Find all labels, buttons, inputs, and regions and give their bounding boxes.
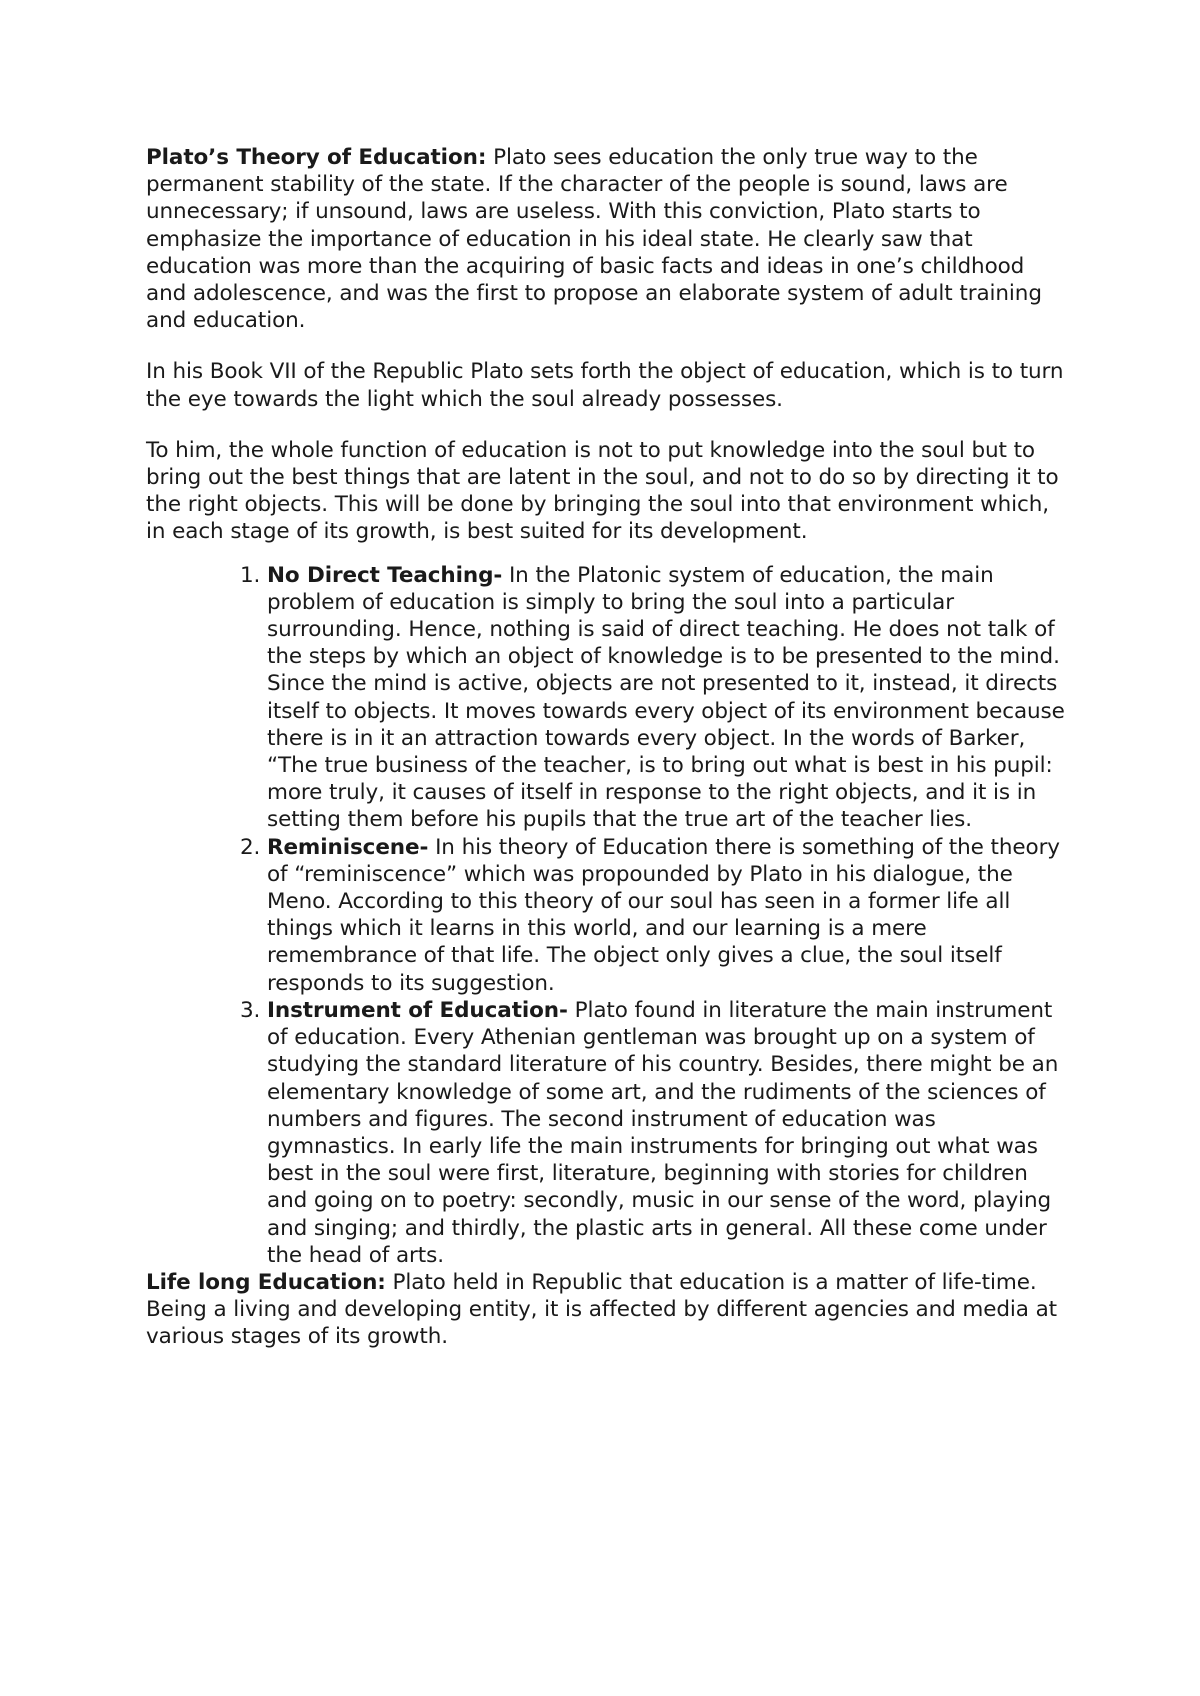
lifelong-paragraph xyxy=(146,1269,1066,1351)
list-item-heading: Reminiscene- xyxy=(267,834,429,860)
intro-heading: Plato’s Theory of Education: xyxy=(146,145,487,170)
list-item-heading: Instrument of Education- xyxy=(267,997,568,1023)
republic-paragraph: In his Book VII of the Republic Plato sets forth the object of education, which is to turn the eye towards the light which the soul already possesses. xyxy=(146,359,1064,412)
list-item-text: Plato found in literature the main instrument of education. Every Athenian gentleman was brought up on a system of studying the standard literature of his country. Besides, there might be an elementary knowledge of some art, and the rudiments of the sciences of numbers and figures. The second instrument of education was gymnastics. In early life the main instruments for bringing out what was best in the soul were first, literature, beginning with stories for children and going on to poetry: secondly, music in our sense of the word, playing and singing; and thirdly, the plastic arts in general. All these come under the head of arts. xyxy=(267,997,1059,1268)
function-paragraph: To him, the whole function of education is not to put knowledge into the soul but to bring out the best things that are latent in the soul, and not to do so by directing it to the right objects. This will be done by bringing the soul into that environment which, in each stage of its growth, is best suited for its development. xyxy=(146,437,1059,545)
lifelong-heading: Life long Education: xyxy=(146,1269,386,1295)
list-item-instrument-of-education xyxy=(267,997,1066,1269)
list-item-no-direct-teaching xyxy=(267,562,1066,834)
list-item-text: In his theory of Education there is something of the theory of “reminiscence” which was propounded by Plato in his dialogue, the Meno. According to this theory of our soul has seen in a former life all things which it learns in this world, and our learning is a mere remembrance of that life. The object only gives a clue, the soul itself responds to its suggestion. xyxy=(267,834,1060,996)
lifelong-text: Plato held in Republic that education is a matter of life-time. Being a living and developing entity, it is affected by different agencies and media at various stages of its growth. xyxy=(146,1269,1058,1350)
list-item-reminiscene xyxy=(267,834,1066,997)
intro-paragraph xyxy=(146,144,1066,334)
principles-list xyxy=(146,562,1066,1269)
intro-text: Plato sees education the only true way to the permanent stability of the state. If the character of the people is sound, laws are unnecessary; if unsound, laws are useless. With this conviction, Plato starts to emphasize the importance of education in his ideal state. He clearly saw that education was more than the acquiring of basic facts and ideas in one’s childhood and adolescence, and was the first to propose an elaborate system of adult training and education. xyxy=(146,145,1042,334)
list-item-heading: No Direct Teaching- xyxy=(267,562,503,588)
list-item-text: In the Platonic system of education, the main problem of education is simply to bring the soul into a particular surrounding. Hence, nothing is said of direct teaching. He does not talk of the steps by which an object of knowledge is to be presented to the mind. Since the mind is active, objects are not presented to it, instead, it directs itself to objects. It moves towards every object of its environment because there is in it an attraction towards every object. In the words of Barker, “The true business of the teacher, is to bring out what is best in his pupil: more truly, it causes of itself in response to the right objects, and it is in setting them before his pupils that the true art of the teacher lies. xyxy=(267,562,1065,833)
document-page xyxy=(146,144,1066,1375)
